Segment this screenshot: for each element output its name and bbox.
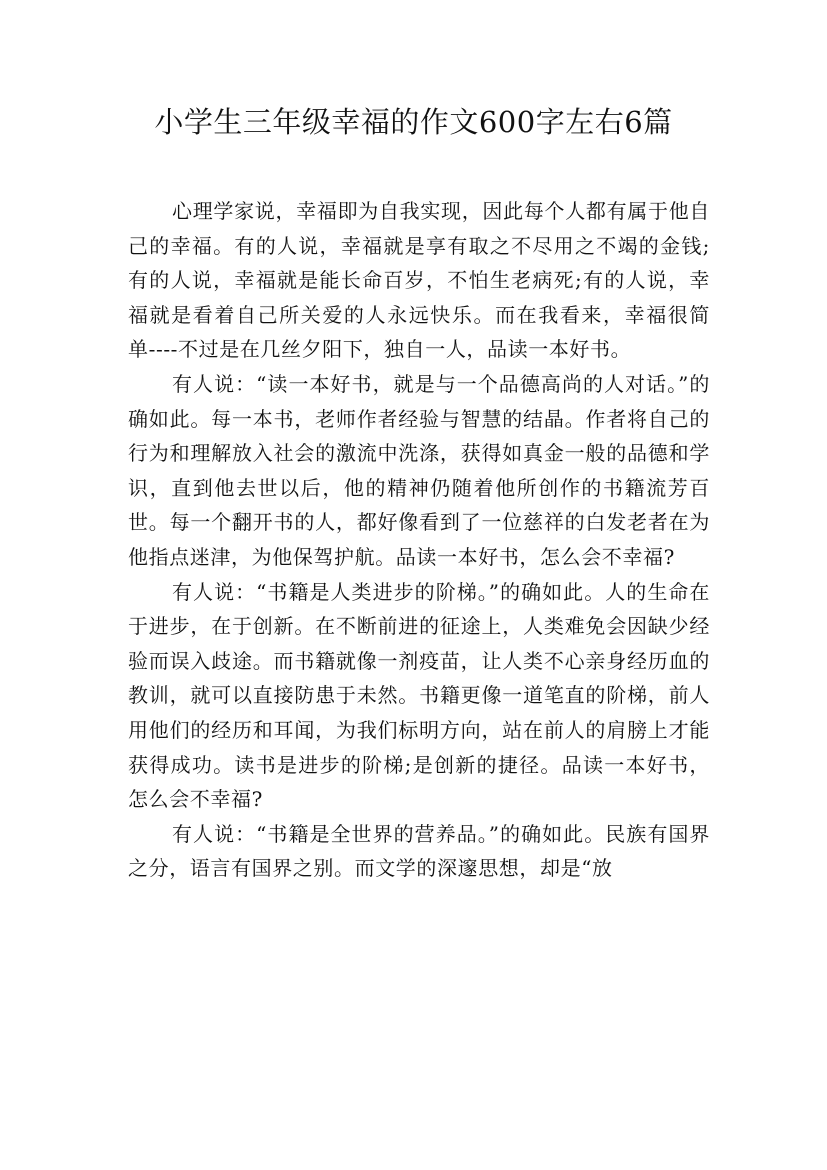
page-title: 小学生三年级幸福的作文600字左右6篇 [154,105,673,139]
paragraph-3: 有人说：“书籍是人类进步的阶梯。”的确如此。人的生命在于进步，在于创新。在不断前进的征途上，人类难免会因缺少经验而误入歧途。而书籍就像一剂疫苗，让人类不心亲身经历血的教训，就可以直接防患于未然。书籍更像一道笔直的阶梯，前人用他们的经历和耳闻，为我们标明方向，站在前人的肩膀上才能获得成功。读书是进步的阶梯;是创新的捷径。品读一本好书，怎么会不幸福? [128,579,710,812]
paragraph-4: 有人说：“书籍是全世界的营养品。”的确如此。民族有国界之分，语言有国界之别。而文学的深邃思想，却是“放 [128,821,710,881]
paragraph-1: 心理学家说，幸福即为自我实现，因此每个人都有属于他自己的幸福。有的人说，幸福就是享有取之不尽用之不竭的金钱;有的人说，幸福就是能长命百岁，不怕生老病死;有的人说，幸福就是看着自己所关爱的人永远快乐。而在我看来，幸福很简单----不过是在几丝夕阳下，独自一人，品读一本好书。 [128,199,710,362]
paragraph-2: 有人说：“读一本好书，就是与一个品德高尚的人对话。”的确如此。每一本书，老师作者经验与智慧的结晶。作者将自己的行为和理解放入社会的激流中洗涤，获得如真金一般的品德和学识，直到他去世以后，他的精神仍随着他所创作的书籍流芳百世。每一个翻开书的人，都好像看到了一位慈祥的白发老者在为他指点迷津，为他保驾护航。品读一本好书，怎么会不幸福? [128,371,710,569]
article-body [128,194,710,886]
